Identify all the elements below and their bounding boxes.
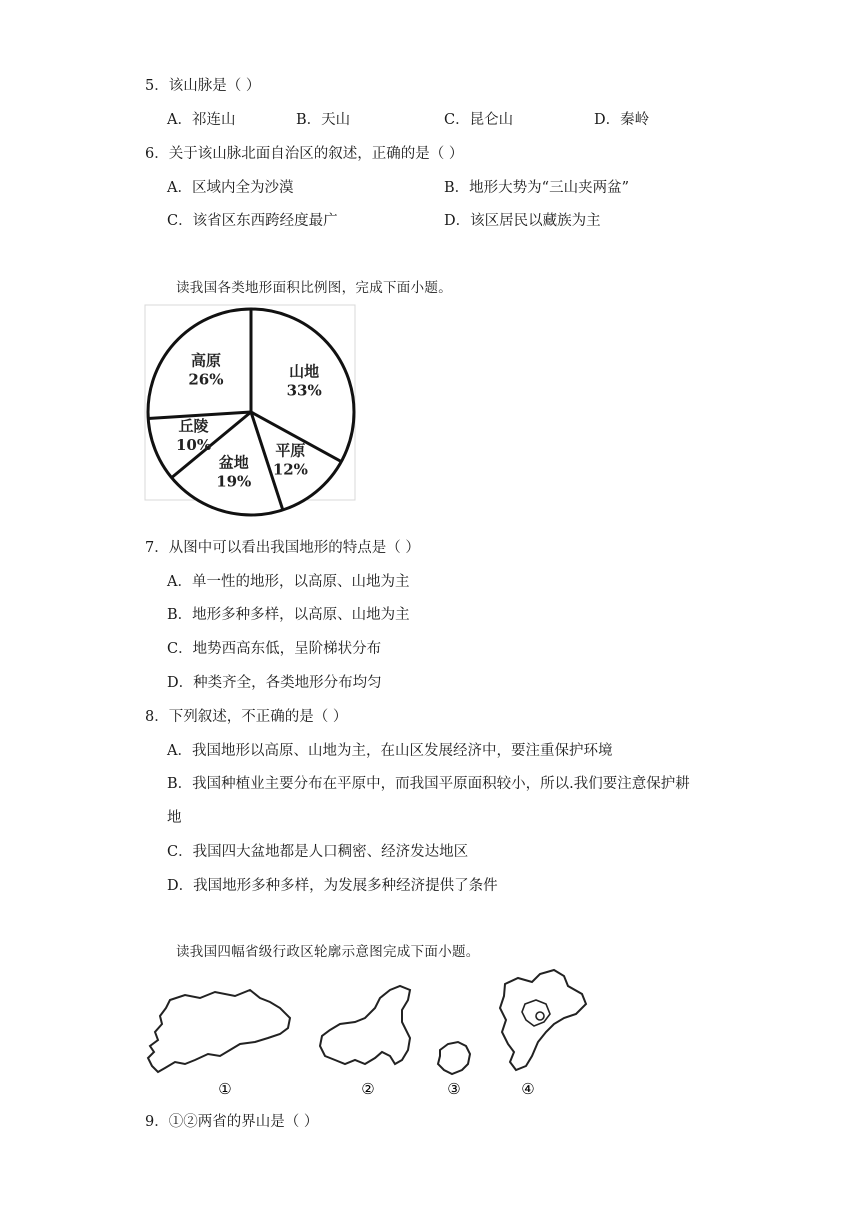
province-outlines bbox=[140, 960, 600, 1110]
intro-terrain-chart: 读我国各类地形面积比例图，完成下面小题。 bbox=[176, 280, 452, 296]
question-5-stem: 5．该山脉是（ ） bbox=[145, 78, 261, 94]
province-outline-2 bbox=[320, 986, 410, 1064]
shape-label-3: ③ bbox=[447, 1080, 461, 1098]
question-9-stem: 9．①②两省的界山是（ ） bbox=[145, 1114, 319, 1130]
q6-option-d: D．该区居民以藏族为主 bbox=[444, 213, 601, 229]
shape-label-4: ④ bbox=[521, 1080, 535, 1098]
q8-option-a: A．我国地形以高原、山地为主，在山区发展经济中，要注重保护环境 bbox=[167, 743, 613, 759]
q6-option-a: A．区域内全为沙漠 bbox=[167, 180, 294, 196]
q7-option-b: B．地形多种多样，以高原、山地为主 bbox=[167, 607, 410, 623]
q8-option-b-cont: 地 bbox=[167, 810, 182, 826]
q8-option-c: C．我国四大盆地都是人口稠密、经济发达地区 bbox=[167, 844, 469, 860]
pie-category-label: 山地 bbox=[289, 362, 320, 381]
pie-category-label: 盆地 bbox=[218, 453, 249, 472]
pie-value-label: 19% bbox=[216, 472, 252, 491]
question-8-stem: 8．下列叙述，不正确的是（ ） bbox=[145, 709, 348, 725]
province-outline-3 bbox=[438, 1042, 470, 1074]
q7-option-d: D．种类齐全，各类地形分布均匀 bbox=[167, 675, 382, 691]
province-outline-4 bbox=[500, 970, 586, 1070]
q8-option-b: B．我国种植业主要分布在平原中，而我国平原面积较小，所以.我们要注意保护耕 bbox=[167, 776, 690, 792]
q7-option-a: A．单一性的地形，以高原、山地为主 bbox=[167, 574, 410, 590]
pie-category-label: 平原 bbox=[275, 441, 306, 460]
pie-value-label: 12% bbox=[272, 460, 308, 479]
province-outline-1 bbox=[148, 990, 290, 1072]
pie-value-label: 10% bbox=[175, 435, 212, 454]
q6-option-c: C．该省区东西跨经度最广 bbox=[167, 213, 338, 229]
q7-option-c: C．地势西高东低，呈阶梯状分布 bbox=[167, 641, 382, 657]
terrain-pie-chart bbox=[140, 300, 365, 525]
question-6-stem: 6．关于该山脉北面自治区的叙述，正确的是（ ） bbox=[145, 146, 464, 162]
q5-option-d: D．秦岭 bbox=[594, 112, 650, 128]
question-7-stem: 7．从图中可以看出我国地形的特点是（ ） bbox=[145, 540, 420, 556]
pie-value-label: 33% bbox=[286, 381, 322, 400]
shape-label-2: ② bbox=[361, 1080, 375, 1098]
q5-option-a: A．祁连山 bbox=[167, 112, 236, 128]
q6-option-b: B．地形大势为“三山夹两盆” bbox=[444, 180, 629, 196]
shape-label-1: ① bbox=[218, 1080, 232, 1098]
q8-option-d: D．我国地形多种多样，为发展多种经济提供了条件 bbox=[167, 878, 498, 894]
pie-category-label: 高原 bbox=[190, 351, 221, 370]
intro-province-outlines: 读我国四幅省级行政区轮廓示意图完成下面小题。 bbox=[176, 944, 480, 960]
q5-option-b: B．天山 bbox=[296, 112, 351, 128]
province-outline-4-inner bbox=[522, 1000, 550, 1026]
pie-category-label: 丘陵 bbox=[178, 416, 209, 435]
capital-marker bbox=[536, 1012, 544, 1020]
q5-option-c: C．昆仑山 bbox=[444, 112, 514, 128]
pie-value-label: 26% bbox=[188, 370, 224, 389]
